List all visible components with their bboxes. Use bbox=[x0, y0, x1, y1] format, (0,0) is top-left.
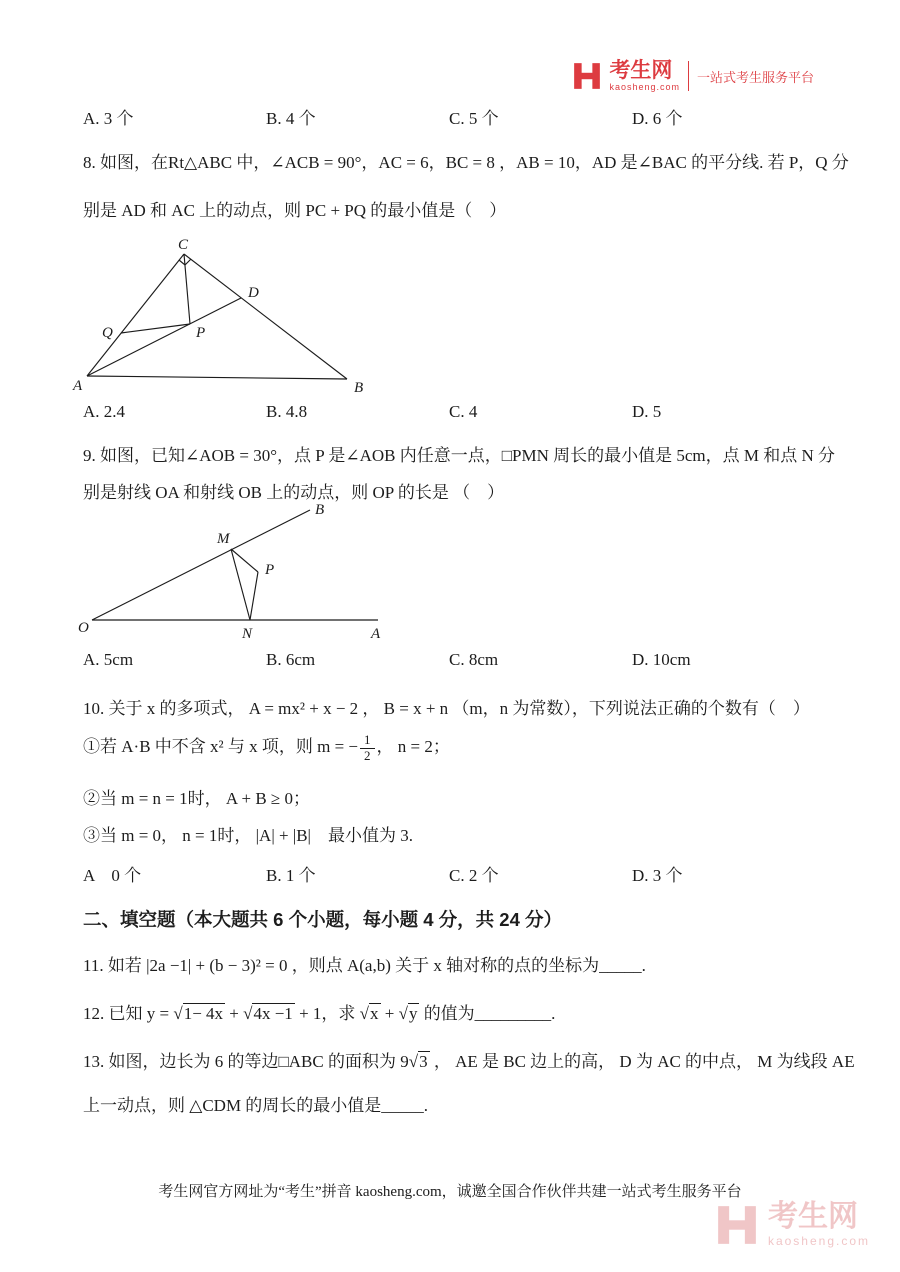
fraction-numerator: 1 bbox=[364, 731, 371, 747]
q8-figure-triangle bbox=[72, 236, 382, 398]
question-10-item-3: ③当 m = 0， n = 1时， |A| + |B| 最小值为 3. bbox=[83, 826, 413, 845]
radicand-2: 4x −1 bbox=[253, 1004, 293, 1023]
q9-figure-lines bbox=[92, 510, 378, 620]
question-10-line-1: 10. 关于 x 的多项式， A = mx² + x − 2 ， B = x + n （m，n 为常数），下列说法正确的个数有（ ） bbox=[83, 699, 810, 718]
q9-option-a: A. 5cm bbox=[83, 650, 134, 669]
brand-tagline: 一站式考生服务平台 bbox=[696, 69, 814, 85]
radical-5 bbox=[409, 1051, 430, 1071]
radicand-5: 3 bbox=[419, 1052, 428, 1071]
q9-label-N: N bbox=[242, 626, 253, 642]
q8-label-D: D bbox=[248, 285, 259, 301]
q12-part-1: 12. 已知 y = bbox=[83, 1004, 174, 1023]
question-12-line-1 bbox=[83, 999, 843, 1024]
watermark-brand: 考生网 bbox=[767, 1200, 858, 1233]
radical-3 bbox=[360, 1003, 381, 1023]
brand-name: 考生网 bbox=[609, 59, 673, 82]
q7-options-row bbox=[83, 104, 853, 129]
q9-label-M: M bbox=[217, 531, 230, 547]
q9-label-O: O bbox=[78, 620, 89, 636]
radical-1 bbox=[173, 1003, 225, 1023]
question-10-item-2: ②当 m = n = 1时， A + B ≥ 0； bbox=[83, 789, 310, 808]
q12-part-3: + 1，求 bbox=[294, 1004, 360, 1023]
question-13-line-2: 上一动点，则 △CDM 的周长的最小值是_____. bbox=[83, 1096, 429, 1115]
q12-part-4: + bbox=[380, 1004, 399, 1023]
q10-item1-fraction bbox=[360, 733, 375, 764]
radicand-1: 1− 4x bbox=[183, 1004, 224, 1023]
radical-sign: √ bbox=[408, 1052, 419, 1071]
q8-label-C: C bbox=[178, 237, 189, 253]
q8-label-B: B bbox=[354, 380, 364, 396]
radicand-3: x bbox=[370, 1004, 379, 1023]
q10-item1-suffix: ， n = 2； bbox=[376, 737, 450, 756]
radical-sign: √ bbox=[173, 1004, 183, 1023]
q8-label-P: P bbox=[196, 325, 206, 341]
section-2-title: 二、填空题（本大题共 6 个小题，每小题 4 分，共 24 分） bbox=[83, 909, 562, 930]
brand-domain: kaosheng.com bbox=[609, 82, 680, 92]
watermark-text-block bbox=[768, 1202, 870, 1247]
site-logo bbox=[572, 60, 814, 92]
q10-item1-prefix: ①若 A·B 中不含 x² 与 x 项，则 m = − bbox=[83, 737, 359, 756]
q7-option-a: A. 3 个 bbox=[83, 109, 134, 128]
radical-sign: √ bbox=[398, 1004, 408, 1023]
q9-figure-angle bbox=[78, 500, 408, 645]
q10-option-a: A 0 个 bbox=[83, 866, 142, 885]
q12-part-5: 的值为_________. bbox=[419, 1004, 556, 1023]
logo-text-block bbox=[609, 60, 680, 92]
q9-option-d: D. 10cm bbox=[632, 650, 691, 669]
q10-options-row bbox=[83, 861, 853, 886]
q8-option-c: C. 4 bbox=[449, 402, 478, 421]
question-9-line-2: 别是射线 OA 和射线 OB 上的动点，则 OP 的长是 （ ） bbox=[83, 483, 505, 502]
footer-note: 考生网官方网址为“考生”拼音 kaosheng.com，诚邀全国合作伙伴共建一站式考生服务平台 bbox=[158, 1184, 742, 1200]
q8-label-A: A bbox=[73, 378, 83, 394]
q9-label-B: B bbox=[315, 502, 325, 518]
q9-option-c: C. 8cm bbox=[449, 650, 499, 669]
q8-options-row bbox=[83, 402, 853, 422]
q10-option-d: D. 3 个 bbox=[632, 866, 683, 885]
q8-figure-lines bbox=[87, 254, 347, 379]
q7-option-c: C. 5 个 bbox=[449, 109, 499, 128]
logo-divider bbox=[688, 61, 689, 91]
q8-option-a: A. 2.4 bbox=[83, 402, 126, 421]
q9-label-P: P bbox=[265, 562, 275, 578]
q7-option-b: B. 4 个 bbox=[266, 109, 316, 128]
footer-watermark-logo bbox=[715, 1202, 870, 1247]
q9-label-A: A bbox=[371, 626, 381, 642]
radical-sign: √ bbox=[359, 1004, 369, 1023]
q10-option-b: B. 1 个 bbox=[266, 866, 316, 885]
q9-option-b: B. 6cm bbox=[266, 650, 316, 669]
kaosheng-watermark-icon bbox=[715, 1203, 759, 1247]
question-8-line-2: 别是 AD 和 AC 上的动点，则 PC + PQ 的最小值是（ ） bbox=[83, 201, 507, 220]
radical-4 bbox=[399, 1003, 420, 1023]
q8-label-Q: Q bbox=[102, 325, 113, 341]
q9-options-row bbox=[83, 650, 853, 670]
radicand-4: y bbox=[408, 1004, 418, 1023]
question-8-line-1: 8. 如图，在Rt△ABC 中，∠ACB = 90°，AC = 6，BC = 8 ，AB = 10，AD 是∠BAC 的平分线. 若 P，Q 分 bbox=[83, 153, 849, 172]
q10-option-c: C. 2 个 bbox=[449, 866, 499, 885]
watermark-domain: kaosheng.com bbox=[767, 1234, 870, 1248]
radical-sign: √ bbox=[243, 1004, 253, 1023]
q12-part-2: + bbox=[225, 1004, 244, 1023]
fraction-denominator: 2 bbox=[360, 748, 375, 764]
question-10-item-1 bbox=[83, 732, 843, 764]
q7-option-d: D. 6 个 bbox=[632, 109, 683, 128]
question-11-line-1: 11. 如若 |2a −1| + (b − 3)² = 0 ，则点 A(a,b) 关于 x 轴对称的点的坐标为_____. bbox=[83, 956, 646, 975]
q13-part-2: ， AE 是 BC 边上的高， D 为 AC 的中点， M 为线段 AE bbox=[429, 1052, 855, 1071]
kaosheng-logo-icon bbox=[572, 61, 602, 91]
q8-option-b: B. 4.8 bbox=[266, 402, 308, 421]
q8-option-d: D. 5 bbox=[632, 402, 662, 421]
question-13-line-1 bbox=[83, 1047, 855, 1072]
question-9-line-1: 9. 如图，已知∠AOB = 30°，点 P 是∠AOB 内任意一点，□PMN 周长的最小值是 5cm，点 M 和点 N 分 bbox=[83, 446, 836, 465]
q13-part-1: 13. 如图，边长为 6 的等边□ABC 的面积为 9 bbox=[83, 1052, 409, 1071]
radical-2 bbox=[243, 1003, 295, 1023]
